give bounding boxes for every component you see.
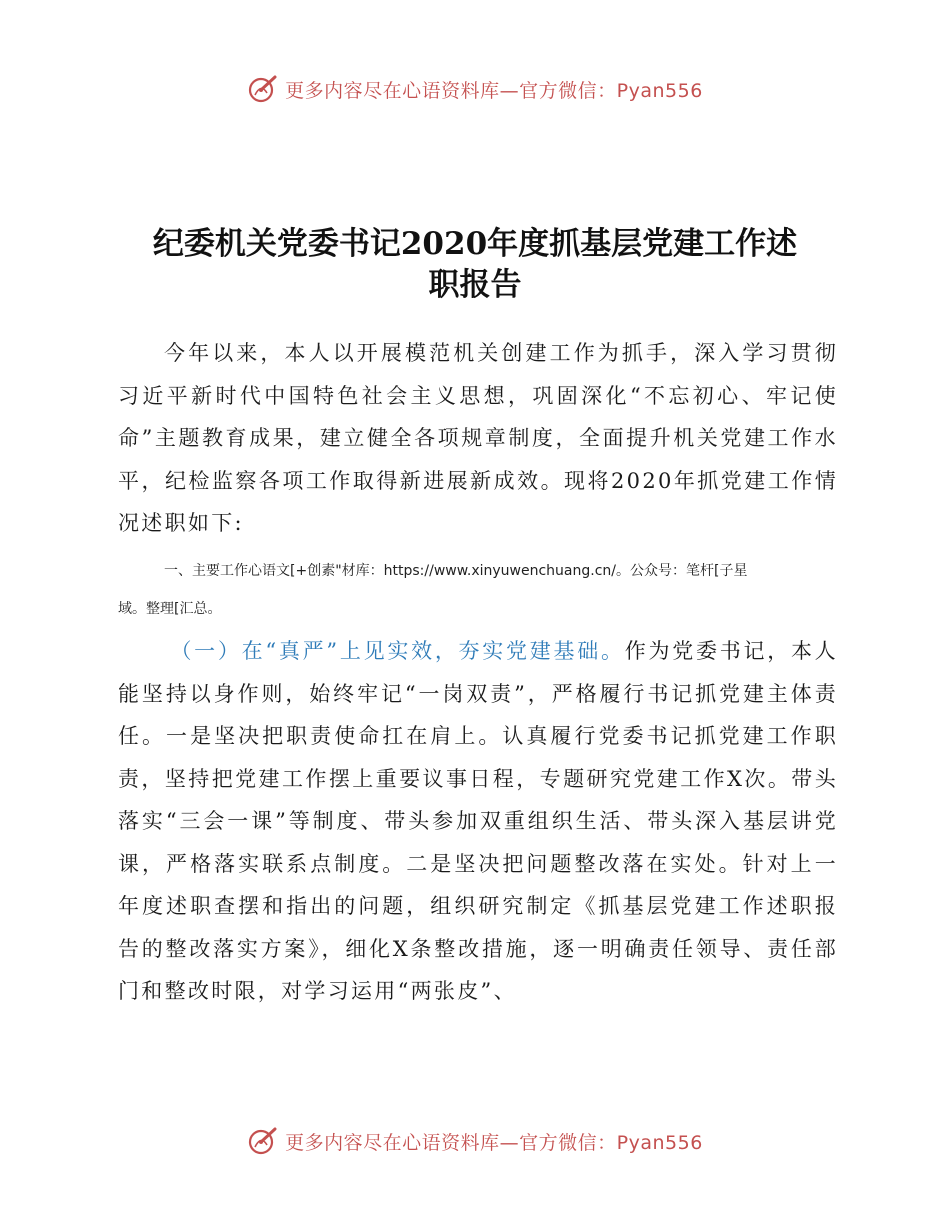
watermark-footer [0,1124,950,1158]
section-one-heading-line-1: 一、主要工作心语文[+创素"材库：https://www.xinyuwenchuang.cn/。公众号：笔杆[子星 [164,563,748,579]
subsection-one-heading: （一）在“真严”上见实效，夯实党建基础。 [170,639,625,663]
document-title-line-1: 纪委机关党委书记2020年度抓基层党建工作述 [152,226,798,262]
document-title-line-2: 职报告 [428,267,522,303]
watermark-header [0,72,950,106]
pen-logo-icon [247,1125,279,1157]
watermark-text: 更多内容尽在心语资料库—官方微信：Pyan556 [285,1131,703,1154]
watermark-text: 更多内容尽在心语资料库—官方微信：Pyan556 [285,79,703,102]
pen-logo-icon [247,73,279,105]
section-one-heading-line-2: 域。整理[汇总。 [118,601,222,617]
subsection-one-body: 作为党委书记，本人能坚持以身作则，始终牢记“一岗双责”，严格履行书记抓党建主体责任。一是坚决把职责使命扛在肩上。认真履行党委书记抓党建工作职责，坚持把党建工作摆上重要议事日程，专题研究党建工作X次。带头落实“三会一课”等制度、带头参加双重组织生活、带头深入基层讲党课，严格落实联系点制度。二是坚决把问题整改落在实处。针对上一年度述职查摆和指出的问题，组织研究制定《抓基层党建工作述职报告的整改落实方案》，细化X条整改措施，逐一明确责任领导、责任部门和整改时限，对学习运用“两张皮”、 [118,639,838,1003]
intro-paragraph: 今年以来，本人以开展模范机关创建工作为抓手，深入学习贯彻习近平新时代中国特色社会主义思想，巩固深化“不忘初心、牢记使命”主题教育成果，建立健全各项规章制度，全面提升机关党建工作水平，纪检监察各项工作取得新进展新成效。现将2020年抓党建工作情况述职如下: [118,341,838,535]
subsection-one-paragraph [118,630,838,1013]
